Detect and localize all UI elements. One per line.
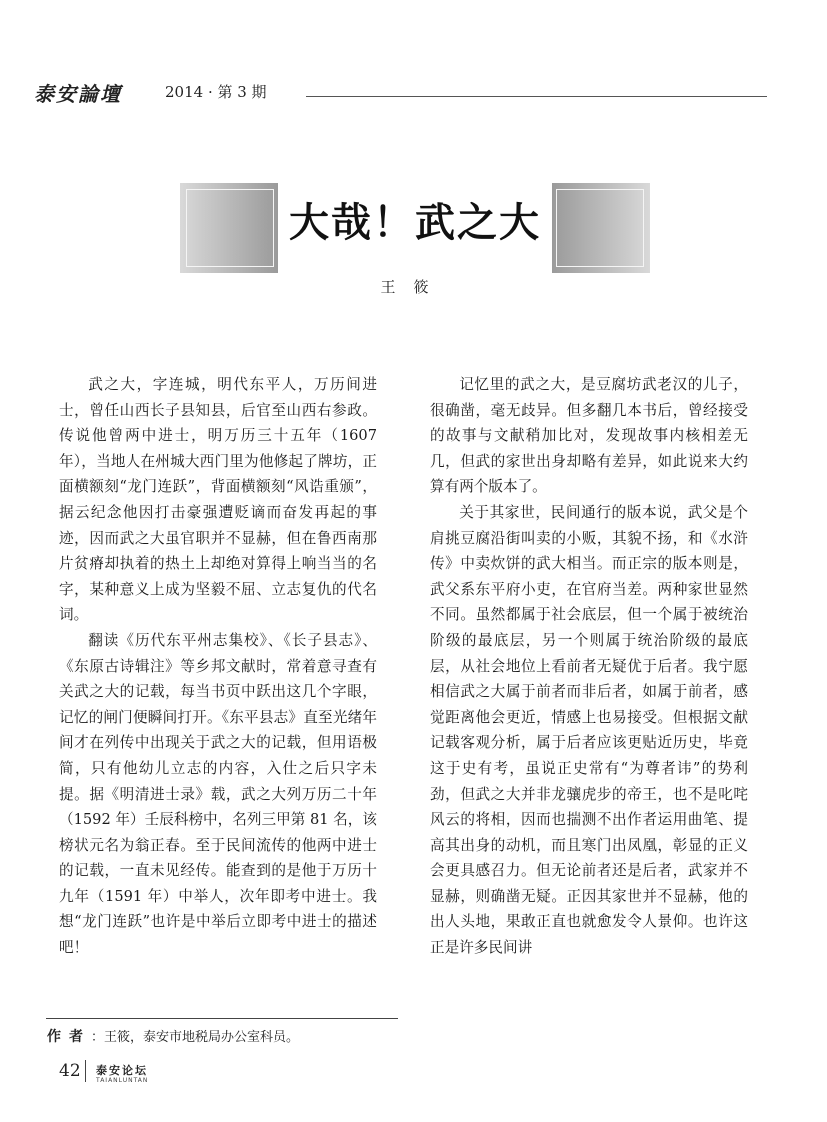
body-paragraph: 武之大，字连城，明代东平人，万历间进士，曾任山西长子县知县，后官至山西右参政。传说他曾两中进士，明万历三十五年（1607 年），当地人在州城大西门里为他修起了牌坊，正面横额刻“龙门连跃”，背面横额刻“风诰重颁”，据云纪念他因打击豪强遭贬谪而奋发再起的事迹，因而武之大虽官职并不显赫，但在鲁西南那片贫瘠却执着的热土上却绝对算得上响当当的名字，某种意义上成为坚毅不屈、立志复仇的代名词。 bbox=[59, 376, 377, 624]
body-paragraph: 关于其家世，民间通行的版本说，武父是个肩挑豆腐沿街叫卖的小贩，其貌不扬，和《水浒传》中卖炊饼的武大相当。而正宗的版本则是，武父系东平府小吏，在官府当差。两种家世显然不同。虽然都属于社会底层，但一个属于被统治阶级的最底层，另一个则属于统治阶级的最底层，从社会地位上看前者无疑优于后者。我宁愿相信武之大属于前者而非后者，如属于前者，感觉距离他会更近，情感上也易接受。但根据文献记载客观分析，属于后者应该更贴近历史，毕竟这于史有考，虽说正史常有“为尊者讳”的势利劲，但武之大并非龙骧虎步的帝王，也不是叱咤风云的将相，因而也揣测不出作者运用曲笔、提高其出身的动机，而且寒门出凤凰，彰显的正义会更具感召力。但无论前者还是后者，武家并不显赫，则确凿无疑。正因其家世并不显赫，他的出人头地，果敢正直也就愈发令人景仰。也许这正是许多民间讲 bbox=[430, 503, 748, 957]
title-decor-left bbox=[180, 183, 278, 273]
body-column-right bbox=[430, 372, 748, 961]
title-decor-right bbox=[552, 183, 650, 273]
footnote-rule bbox=[46, 1018, 398, 1019]
body-column-left bbox=[59, 372, 377, 961]
journal-name: 泰安論壇 bbox=[34, 82, 122, 106]
page-header bbox=[34, 78, 767, 104]
article-title: 大哉！武之大 bbox=[289, 199, 541, 246]
footer-divider bbox=[85, 1060, 86, 1082]
author-footnote bbox=[47, 1026, 299, 1046]
footer-journal-name: 泰安论坛 bbox=[96, 1064, 148, 1077]
article-author: 王筱 bbox=[380, 278, 447, 296]
page-number: 42 bbox=[59, 1061, 81, 1081]
footer-journal-pinyin: TAIANLUNTAN bbox=[96, 1077, 149, 1084]
title-decor-left-border bbox=[186, 189, 274, 267]
title-decor-right-border bbox=[556, 189, 644, 267]
title-banner bbox=[180, 183, 650, 273]
footnote-text: ：王筱，泰安市地税局办公室科员。 bbox=[91, 1030, 300, 1045]
header-rule bbox=[306, 96, 767, 97]
body-paragraph: 记忆里的武之大，是豆腐坊武老汉的儿子，很确凿，毫无歧异。但多翻几本书后，曾经接受的故事与文献稍加比对，发现故事内核相差无几，但武的家世出身却略有差异，如此说来大约算有两个版本了。 bbox=[430, 376, 748, 496]
footnote-label: 作者 bbox=[47, 1029, 91, 1045]
issue-label: 2014 · 第 3 期 bbox=[165, 83, 267, 101]
body-paragraph: 翻读《历代东平州志集校》、《长子县志》、《东原古诗辑注》等乡邦文献时，常着意寻查有关武之大的记载，每当书页中跃出这几个字眼，记忆的闸门便瞬间打开。《东平县志》直至光绪年间才在列传中出现关于武之大的记载，但用语极简，只有他幼儿立志的内容，入仕之后只字未提。据《明清进士录》载，武之大列万历二十年（1592 年）壬辰科榜中，名列三甲第 81 名，该榜状元名为翁正春。至于民间流传的他两中进士的记载，一直未见经传。能查到的是他于万历十九年（1591 年）中举人，次年即考中进士。我想“龙门连跃”也许是中举后立即考中进士的描述吧！ bbox=[59, 631, 377, 957]
